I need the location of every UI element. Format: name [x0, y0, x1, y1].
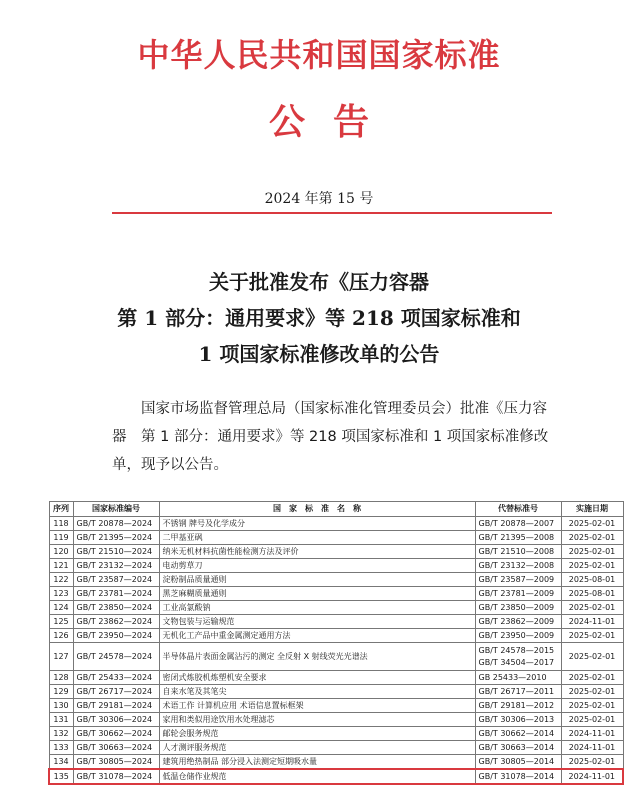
cell-replaced: [475, 643, 561, 671]
cell-seq: 130: [49, 699, 73, 713]
cell-replaced: GB/T 23132—2008: [475, 559, 561, 573]
cell-replaced-line: GB/T 34504—2017: [478, 657, 555, 667]
table-row: [49, 601, 623, 615]
cell-code: GB/T 25433—2024: [73, 671, 159, 685]
cell-date: 2025-02-01: [561, 559, 623, 573]
table-row: [49, 685, 623, 699]
cell-seq: 121: [49, 559, 73, 573]
cell-name: 术语工作 计算机应用 术语信息置标框架: [159, 699, 475, 713]
cell-name: 二甲基亚砜: [159, 531, 475, 545]
cell-code: GB/T 21395—2024: [73, 531, 159, 545]
cell-replaced: GB/T 21510—2008: [475, 545, 561, 559]
table-row: [49, 559, 623, 573]
cell-name: 纳米无机材料抗菌性能检测方法及评价: [159, 545, 475, 559]
cell-date: 2024-11-01: [561, 741, 623, 755]
cell-replaced: GB/T 30662—2014: [475, 727, 561, 741]
cell-name: 家用和类似用途饮用水处理滤芯: [159, 713, 475, 727]
cell-seq: 122: [49, 573, 73, 587]
cell-replaced: GB/T 30805—2014: [475, 755, 561, 770]
table-row: [49, 741, 623, 755]
notice-body-text: 国家市场监督管理总局（国家标准化管理委员会）批准《压力容器 第 1 部分：通用要求》等 218 项国家标准和 1 项国家标准修改单，现予以公告。: [112, 401, 549, 473]
table-row: [49, 755, 623, 770]
table-row: [49, 713, 623, 727]
cell-name: 人才测评服务规范: [159, 741, 475, 755]
cell-seq: 128: [49, 671, 73, 685]
cell-code: GB/T 29181—2024: [73, 699, 159, 713]
table-row: [49, 517, 623, 531]
cell-date: 2025-02-01: [561, 755, 623, 770]
cell-replaced-line: GB/T 24578—2015: [478, 645, 555, 655]
table-row: [49, 769, 623, 784]
cell-date: 2025-02-01: [561, 545, 623, 559]
cell-date: 2025-08-01: [561, 573, 623, 587]
table-row: [49, 643, 623, 671]
cell-replaced: GB/T 30663—2014: [475, 741, 561, 755]
cell-date: 2025-08-01: [561, 587, 623, 601]
cell-seq: 131: [49, 713, 73, 727]
cell-name: 半导体晶片表面金属沾污的测定 全反射 X 射线荧光光谱法: [159, 643, 475, 671]
table-row: [49, 531, 623, 545]
cell-code: GB/T 26717—2024: [73, 685, 159, 699]
table-header-row: [49, 502, 623, 517]
cell-seq: 133: [49, 741, 73, 755]
cell-code: GB/T 24578—2024: [73, 643, 159, 671]
cell-date: 2025-02-01: [561, 643, 623, 671]
cell-name: 黑芝麻糊质量通则: [159, 587, 475, 601]
cell-replaced: GB/T 21395—2008: [475, 531, 561, 545]
doc-type-title: 公告: [268, 101, 397, 143]
cell-date: 2025-02-01: [561, 531, 623, 545]
cell-replaced: GB/T 30306—2013: [475, 713, 561, 727]
cell-code: GB/T 20878—2024: [73, 517, 159, 531]
cell-date: 2025-02-01: [561, 671, 623, 685]
cell-replaced: GB/T 31078—2014: [475, 769, 561, 784]
cell-date: 2024-11-01: [561, 615, 623, 629]
notice-title-line-3: 1 项国家标准修改单的公告: [198, 342, 440, 366]
cell-seq: 120: [49, 545, 73, 559]
cell-name: 文物包装与运输规范: [159, 615, 475, 629]
cell-seq: 126: [49, 629, 73, 643]
issue-number: 2024 年第 15 号: [264, 191, 374, 207]
red-divider: [112, 212, 552, 214]
cell-name: 电动剪草刀: [159, 559, 475, 573]
cell-date: 2024-11-01: [561, 769, 623, 784]
header-date: 实施日期: [561, 502, 623, 517]
cell-seq: 123: [49, 587, 73, 601]
cell-replaced: GB/T 23862—2009: [475, 615, 561, 629]
cell-seq: 118: [49, 517, 73, 531]
cell-name: 低温仓储作业规范: [159, 769, 475, 784]
table-row: [49, 671, 623, 685]
cell-code: GB/T 31078—2024: [73, 769, 159, 784]
table-row: [49, 727, 623, 741]
table-row: [49, 615, 623, 629]
cell-name: 建筑用绝热制品 部分浸入法测定短期吸水量: [159, 755, 475, 770]
cell-code: GB/T 30662—2024: [73, 727, 159, 741]
cell-code: GB/T 23950—2024: [73, 629, 159, 643]
header-code: 国家标准编号: [73, 502, 159, 517]
notice-title-line-2: 第 1 部分：通用要求》等 218 项国家标准和: [117, 306, 521, 330]
cell-replaced: GB/T 23781—2009: [475, 587, 561, 601]
cell-code: GB/T 30306—2024: [73, 713, 159, 727]
cell-seq: 124: [49, 601, 73, 615]
table-row: [49, 587, 623, 601]
cell-replaced: GB/T 26717—2011: [475, 685, 561, 699]
cell-replaced: GB/T 23587—2009: [475, 573, 561, 587]
cell-code: GB/T 23850—2024: [73, 601, 159, 615]
cell-date: 2025-02-01: [561, 517, 623, 531]
header-seq: 序列: [49, 502, 73, 517]
cell-name: 邮轮会服务规范: [159, 727, 475, 741]
cell-name: 密闭式炼胶机炼塑机安全要求: [159, 671, 475, 685]
header-name: 国 家 标 准 名 称: [159, 502, 475, 517]
cell-date: 2025-02-01: [561, 629, 623, 643]
cell-date: 2025-02-01: [561, 685, 623, 699]
cell-date: 2024-11-01: [561, 727, 623, 741]
cell-code: GB/T 21510—2024: [73, 545, 159, 559]
cell-name: 无机化工产品中重金属测定通用方法: [159, 629, 475, 643]
cell-code: GB/T 23587—2024: [73, 573, 159, 587]
cell-date: 2025-02-01: [561, 699, 623, 713]
header-replaced: 代替标准号: [475, 502, 561, 517]
cell-name: 淀粉制品质量通则: [159, 573, 475, 587]
cell-name: 工业高氯酸钠: [159, 601, 475, 615]
cell-seq: 132: [49, 727, 73, 741]
cell-code: GB/T 23781—2024: [73, 587, 159, 601]
org-title: 中华人民共和国国家标准: [137, 36, 501, 74]
cell-code: GB/T 23132—2024: [73, 559, 159, 573]
cell-code: GB/T 23862—2024: [73, 615, 159, 629]
cell-date: 2025-02-01: [561, 713, 623, 727]
standards-table: [48, 501, 622, 785]
cell-seq: 119: [49, 531, 73, 545]
table-row: [49, 573, 623, 587]
cell-code: GB/T 30663—2024: [73, 741, 159, 755]
cell-seq: 127: [49, 643, 73, 671]
cell-seq: 125: [49, 615, 73, 629]
cell-seq: 134: [49, 755, 73, 770]
cell-seq: 129: [49, 685, 73, 699]
cell-name: 不锈钢 牌号及化学成分: [159, 517, 475, 531]
cell-replaced: GB 25433—2010: [475, 671, 561, 685]
cell-code: GB/T 30805—2024: [73, 755, 159, 770]
cell-replaced: GB/T 20878—2007: [475, 517, 561, 531]
notice-title-line-1: 关于批准发布《压力容器: [209, 270, 429, 294]
cell-replaced: GB/T 23850—2009: [475, 601, 561, 615]
cell-name: 自来水笔及其笔尖: [159, 685, 475, 699]
cell-replaced: GB/T 29181—2012: [475, 699, 561, 713]
table-row: [49, 629, 623, 643]
cell-replaced: GB/T 23950—2009: [475, 629, 561, 643]
table-row: [49, 699, 623, 713]
cell-seq: 135: [49, 769, 73, 784]
cell-date: 2025-02-01: [561, 601, 623, 615]
table-row: [49, 545, 623, 559]
